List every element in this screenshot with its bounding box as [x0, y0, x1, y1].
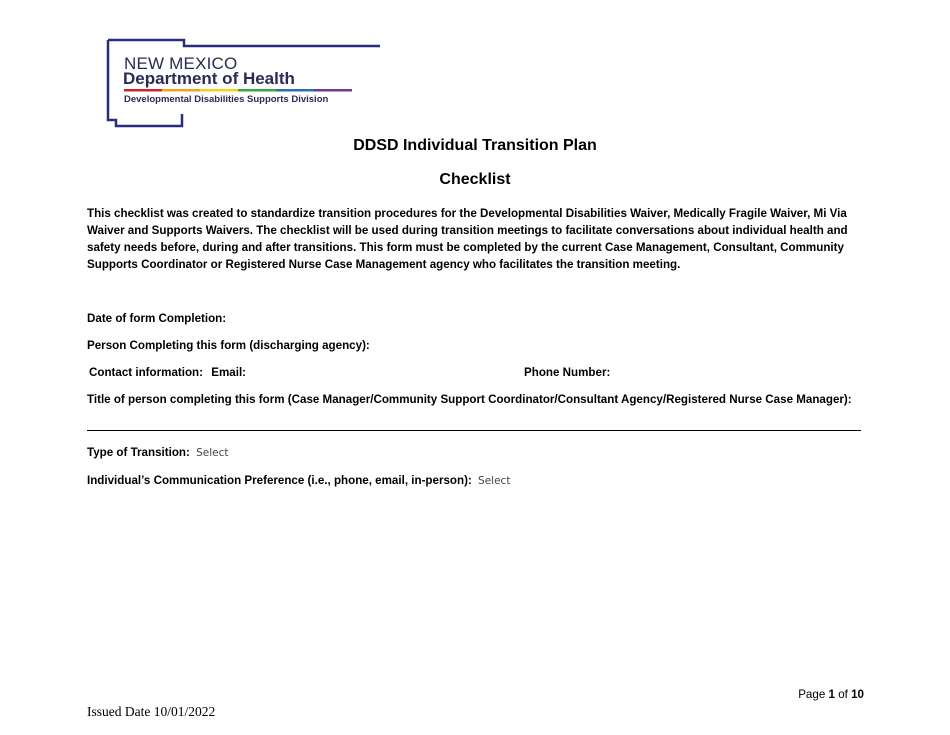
- signature-line: [87, 430, 861, 431]
- date-completion-label: Date of form Completion:: [87, 312, 227, 325]
- communication-preference-row: [87, 474, 510, 487]
- logo-state-name: NEW MEXICO: [124, 54, 238, 73]
- transition-type-label: Type of Transition:: [87, 446, 190, 459]
- person-completing-field[interactable]: [87, 339, 370, 352]
- communication-preference-select[interactable]: Select: [478, 475, 511, 487]
- transition-type-select[interactable]: Select: [196, 447, 229, 459]
- nmdoh-logo: [86, 32, 380, 134]
- transition-type-row: [87, 446, 228, 459]
- person-completing-label: Person Completing this form (discharging agency):: [87, 339, 370, 352]
- page-prefix: Page: [798, 688, 826, 701]
- contact-information-row: [89, 366, 246, 379]
- title-of-person-field[interactable]: [87, 393, 852, 406]
- intro-paragraph: This checklist was created to standardize transition procedures for the Developmental Disabilities Waiver, Medically Fragile Waiver, Mi Via Waiver and Supports Waivers. The checklist will be used during transition meetings to facilitate conversations about individual health and safety needs before, during and after transitions. This form must be completed by the current Case Management, Consultant, Community Supports Coordinator or Registered Nurse Case Management agency who facilitates the transition meeting.: [87, 207, 848, 271]
- communication-preference-label: Individual’s Communication Preference (i.e., phone, email, in-person):: [87, 474, 472, 487]
- phone-number-field[interactable]: [524, 366, 610, 379]
- page-number: [798, 688, 864, 701]
- document-subtitle: Checklist: [439, 171, 511, 188]
- document-title: DDSD Individual Transition Plan: [353, 137, 597, 154]
- issued-date: Issued Date 10/01/2022: [87, 704, 216, 719]
- contact-information-label: Contact information:: [89, 366, 203, 379]
- email-field[interactable]: [211, 366, 246, 379]
- logo-department-name: Department of Health: [123, 69, 295, 88]
- page-of: of: [838, 688, 848, 701]
- date-completion-field[interactable]: [87, 312, 226, 325]
- page-total: 10: [851, 688, 864, 701]
- phone-number-label: Phone Number:: [524, 366, 611, 379]
- title-of-person-label: Title of person completing this form (Case Manager/Community Support Coordinator/Consultant Agency/Registered Nurse Case Manager):: [87, 393, 852, 406]
- logo-division-name: Developmental Disabilities Supports Division: [124, 94, 329, 105]
- page-current: 1: [828, 688, 835, 701]
- email-label: Email:: [211, 366, 247, 379]
